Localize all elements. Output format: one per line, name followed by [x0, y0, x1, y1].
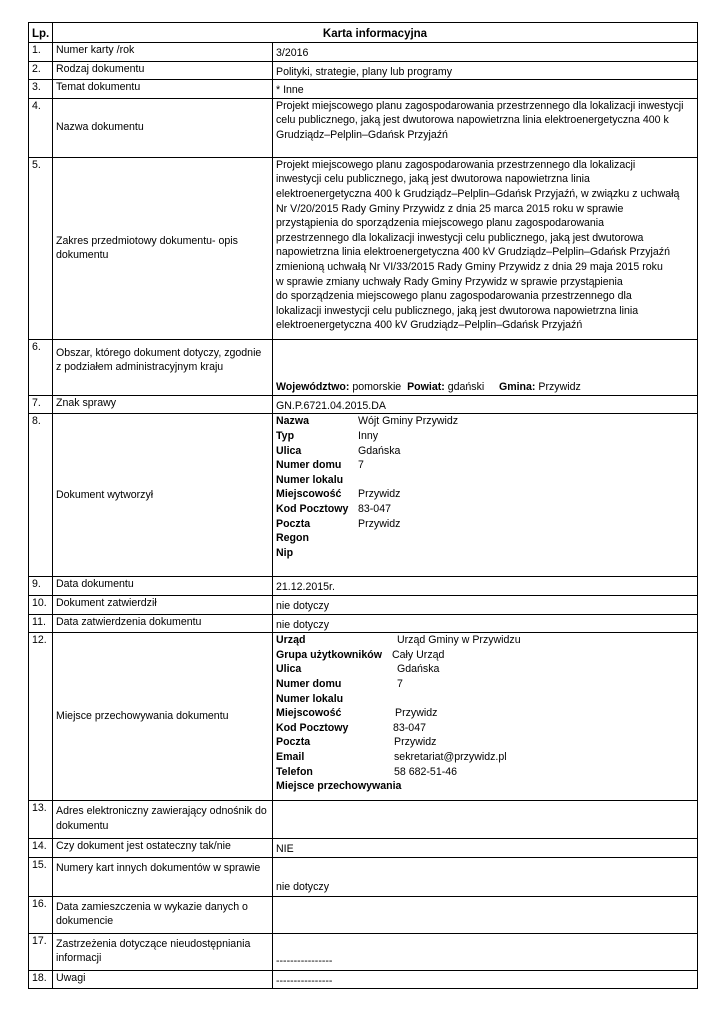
- municipality-label: Gmina:: [498, 381, 536, 394]
- description-line: elektroenergetyczna 400 kV Grudziądz–Pelplin–Gdańsk Przyjaźń: [276, 319, 583, 332]
- table-header-row: [29, 23, 698, 43]
- county-label: Powiat:: [407, 381, 445, 394]
- description-line: Projekt miejscowego planu zagospodarowania przestrzennego dla lokalizacji: [276, 158, 636, 171]
- row-label: Uwagi: [53, 970, 273, 989]
- table-row: [29, 857, 698, 896]
- row-number: 6.: [29, 339, 53, 395]
- storage-field: Numer domu 7: [276, 677, 403, 690]
- table-row: [29, 339, 698, 395]
- row-number: 18.: [29, 970, 53, 989]
- storage-field: Poczta Przywidz: [276, 736, 437, 749]
- row-value: * Inne: [273, 80, 698, 99]
- row-value: [273, 157, 698, 339]
- creator-field: Kod Pocztowy 83-047: [276, 502, 391, 515]
- row-number: 5.: [29, 157, 53, 339]
- table-row: [29, 933, 698, 970]
- row-value: ----------------: [273, 970, 698, 989]
- row-label: Zastrzeżenia dotyczące nieudostępniania informacji: [53, 933, 273, 970]
- creator-field: Numer lokalu: [276, 473, 344, 486]
- card-title: Karta informacyjna: [53, 23, 698, 43]
- row-number: 4.: [29, 98, 53, 157]
- row-number: 3.: [29, 80, 53, 99]
- table-row: [29, 80, 698, 99]
- row-label: Data dokumentu: [53, 577, 273, 596]
- row-label: Obszar, którego dokument dotyczy, zgodnie z podziałem administracyjnym kraju: [53, 339, 273, 395]
- row-label: Adres elektroniczny zawierający odnośnik do dokumentu: [53, 801, 273, 839]
- storage-field: Telefon 58 682-51-46: [276, 765, 458, 778]
- row-label: Znak sprawy: [53, 395, 273, 414]
- row-number: 13.: [29, 801, 53, 839]
- creator-field: Ulica Gdańska: [276, 444, 401, 457]
- storage-field: Urząd Urząd Gminy w Przywidzu: [276, 634, 521, 647]
- row-label: Numer karty /rok: [53, 43, 273, 62]
- creator-field: Regon: [276, 532, 309, 545]
- row-value: 21.12.2015r.: [273, 577, 698, 596]
- storage-field: Grupa użytkowników Cały Urząd: [276, 648, 445, 661]
- creator-field: Poczta Przywidz: [276, 517, 401, 530]
- row-value: ----------------: [273, 933, 698, 970]
- info-card-table: [28, 22, 698, 989]
- voivodeship-value: pomorskie: [352, 381, 402, 394]
- voivodeship-label: Województwo:: [276, 381, 350, 394]
- row-label: Nazwa dokumentu: [53, 98, 273, 157]
- table-row: [29, 896, 698, 933]
- row-value: NIE: [273, 839, 698, 858]
- creator-field: Nip: [276, 546, 294, 559]
- storage-field: Miejscowość Przywidz: [276, 707, 438, 720]
- table-row: [29, 577, 698, 596]
- creator-fields: [273, 414, 698, 577]
- table-row: [29, 414, 698, 577]
- row-value: GN.P.6721.04.2015.DA: [273, 395, 698, 414]
- county-value: gdański: [447, 381, 485, 394]
- lp-header: Lp.: [29, 23, 53, 43]
- row-number: 7.: [29, 395, 53, 414]
- table-row: [29, 98, 698, 157]
- storage-field: Miejsce przechowywania: [276, 780, 402, 793]
- table-row: [29, 595, 698, 614]
- description-line: Nr V/20/2015 Rady Gminy Przywidz z dnia 25 marca 2015 roku w sprawie: [276, 202, 624, 215]
- table-row: [29, 633, 698, 801]
- row-number: 16.: [29, 896, 53, 933]
- row-value: nie dotyczy: [273, 595, 698, 614]
- row-label: Dokument zatwierdził: [53, 595, 273, 614]
- row-label: Czy dokument jest ostateczny tak/nie: [53, 839, 273, 858]
- row-number: 1.: [29, 43, 53, 62]
- description-line: do sporządzenia miejscowego planu zagospodarowania przestrzennego dla: [276, 290, 632, 303]
- storage-fields: [273, 633, 698, 801]
- creator-field: Miejscowość Przywidz: [276, 488, 401, 501]
- description-line: lokalizacji inwestycji celu publicznego, jaką jest dwutorowa napowietrzna linia: [276, 304, 639, 317]
- row-number: 8.: [29, 414, 53, 577]
- description-line: elektroenergetyczna 400 k Grudziądz–Pelplin–Gdańsk Przyjaźń, w związku z uchwałą: [276, 187, 680, 200]
- row-number: 14.: [29, 839, 53, 858]
- table-row: [29, 839, 698, 858]
- row-label: Data zatwierdzenia dokumentu: [53, 614, 273, 633]
- row-value: Polityki, strategie, plany lub programy: [273, 61, 698, 80]
- creator-field: Nazwa Wójt Gminy Przywidz: [276, 415, 459, 428]
- row-number: 17.: [29, 933, 53, 970]
- table-row: [29, 801, 698, 839]
- row-label: Data zamieszczenia w wykazie danych o dokumencie: [53, 896, 273, 933]
- description-line: inwestycji celu publicznego, jaką jest dwutorowa napowietrzna linia: [276, 173, 590, 186]
- table-row: [29, 61, 698, 80]
- row-label: Rodzaj dokumentu: [53, 61, 273, 80]
- row-number: 12.: [29, 633, 53, 801]
- row-label: Miejsce przechowywania dokumentu: [53, 633, 273, 801]
- table-row: [29, 970, 698, 989]
- description-line: w sprawie zmiany uchwały Rady Gminy Przywidz w sprawie przystąpienia: [276, 275, 623, 288]
- table-row: [29, 614, 698, 633]
- row-number: 10.: [29, 595, 53, 614]
- creator-field: Numer domu 7: [276, 459, 364, 472]
- description-line: przystąpienia do sporządzenia miejscowego planu zagospodarowania: [276, 217, 605, 230]
- table-row: [29, 43, 698, 62]
- description-line: napowietrzna linia elektroenergetyczna 400 kV Grudziądz–Pelplin–Gdańsk Przyjaźń: [276, 246, 670, 259]
- description-line: zmienioną uchwałą Nr VI/33/2015 Rady Gminy Przywidz z dnia 29 maja 2015 roku: [276, 260, 663, 273]
- row-label: Numery kart innych dokumentów w sprawie: [53, 857, 273, 896]
- creator-field: Typ Inny: [276, 429, 379, 442]
- row-label: Temat dokumentu: [53, 80, 273, 99]
- row-value: [273, 896, 698, 933]
- description-line: przestrzennego dla lokalizacji inwestycji celu publicznego, jaką jest dwutorowa: [276, 231, 644, 244]
- row-value: [273, 339, 698, 395]
- row-number: 2.: [29, 61, 53, 80]
- row-value: nie dotyczy: [273, 614, 698, 633]
- storage-field: Ulica Gdańska: [276, 663, 440, 676]
- storage-field: Numer lokalu: [276, 692, 344, 705]
- row-value: nie dotyczy: [273, 857, 698, 896]
- storage-field: Kod Pocztowy 83-047: [276, 721, 426, 734]
- table-row: [29, 157, 698, 339]
- row-label: Zakres przedmiotowy dokumentu- opis dokumentu: [53, 157, 273, 339]
- row-value: [273, 801, 698, 839]
- row-value: Projekt miejscowego planu zagospodarowania przestrzennego dla lokalizacji inwestycji celu publicznego, jaką jest dwutorowa napowietrzna linia elektroenergetyczna 400 k Grudziądz–Pelplin–Gdańsk Przyjaźń: [273, 98, 698, 157]
- table-row: [29, 395, 698, 414]
- row-label: Dokument wytworzył: [53, 414, 273, 577]
- row-number: 15.: [29, 857, 53, 896]
- municipality-value: Przywidz: [538, 381, 581, 394]
- row-number: 9.: [29, 577, 53, 596]
- row-value: 3/2016: [273, 43, 698, 62]
- storage-field: Email sekretariat@przywidz.pl: [276, 750, 507, 763]
- row-number: 11.: [29, 614, 53, 633]
